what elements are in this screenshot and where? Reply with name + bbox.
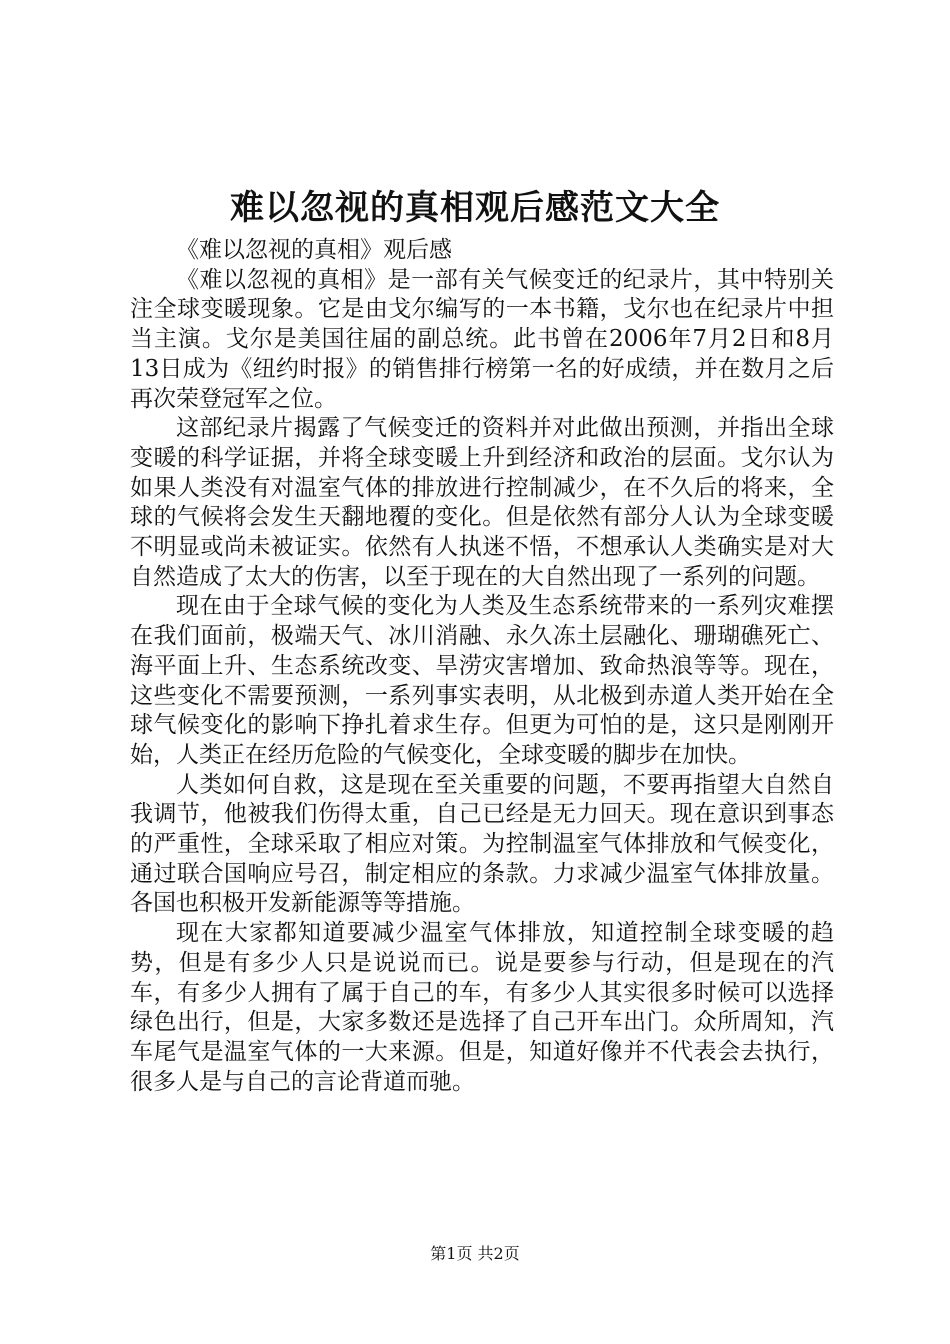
document-body: [130, 236, 834, 1097]
paragraph-4: 人类如何自救，这是现在至关重要的问题，不要再指望大自然自我调节，他被我们伤得太重，自己已经是无力回天。现在意识到事态的严重性，全球采取了相应对策。为控制温室气体排放和气候变化，通过联合国响应号召，制定相应的条款。力求减少温室气体排放量。各国也积极开发新能源等等措施。: [130, 771, 834, 917]
paragraph-2: 这部纪录片揭露了气候变迁的资料并对此做出预测，并指出全球变暖的科学证据，并将全球变暖上升到经济和政治的层面。戈尔认为如果人类没有对温室气体的排放进行控制减少，在不久后的将来，全球的气候将会发生天翻地覆的变化。但是依然有部分人认为全球变暖不明显或尚未被证实。依然有人执迷不悟，不想承认人类确实是对大自然造成了太大的伤害，以至于现在的大自然出现了一系列的问题。: [130, 415, 834, 590]
page-footer: 第1页 共2页: [430, 1244, 520, 1263]
paragraph-5: 现在大家都知道要减少温室气体排放，知道控制全球变暖的趋势，但是有多少人只是说说而已。说是要参与行动，但是现在的汽车，有多少人拥有了属于自己的车，有多少人其实很多时候可以选择绿色出行，但是，大家多数还是选择了自己开车出门。众所周知，汽车尾气是温室气体的一大来源。但是，知道好像并不代表会去执行，很多人是与自己的言论背道而驰。: [130, 920, 834, 1095]
paragraph-3: 现在由于全球气候的变化为人类及生态系统带来的一系列灾难摆在我们面前，极端天气、冰川消融、永久冻土层融化、珊瑚礁死亡、海平面上升、生态系统改变、旱涝灾害增加、致命热浪等等。现在，这些变化不需要预测，一系列事实表明，从北极到赤道人类开始在全球气候变化的影响下挣扎着求生存。但更为可怕的是，这只是刚刚开始，人类正在经历危险的气候变化，全球变暖的脚步在加快。: [130, 593, 834, 768]
paragraph-subtitle: 《难以忽视的真相》观后感: [176, 237, 452, 263]
document-title: 难以忽视的真相观后感范文大全: [230, 188, 720, 228]
paragraph-1: 《难以忽视的真相》是一部有关气候变迁的纪录片，其中特别关注全球变暖现象。它是由戈尔编写的一本书籍，戈尔也在纪录片中担当主演。戈尔是美国往届的副总统。此书曾在2006年7月2日和8月13日成为《纽约时报》的销售排行榜第一名的好成绩，并在数月之后再次荣登冠军之位。: [130, 266, 834, 412]
